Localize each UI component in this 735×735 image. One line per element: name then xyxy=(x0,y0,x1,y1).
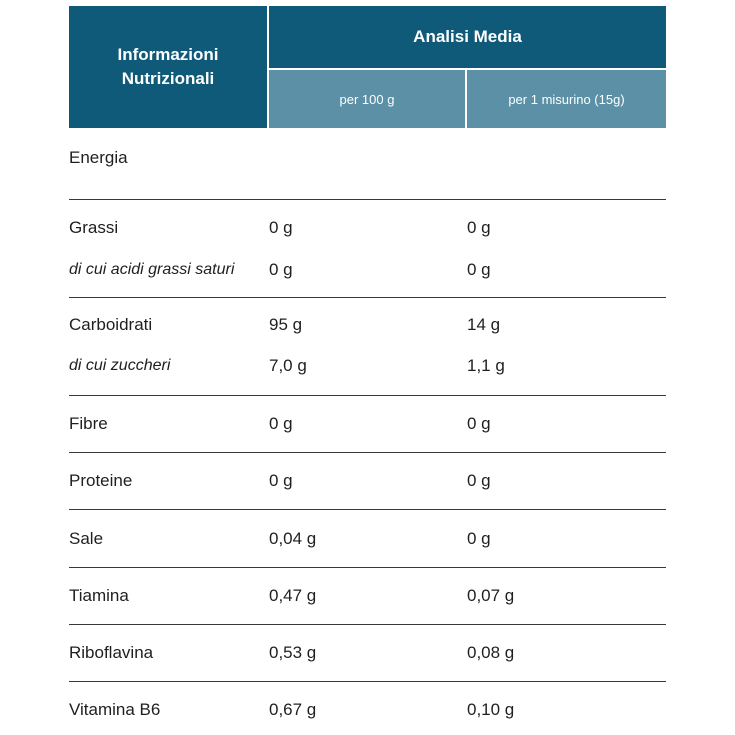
row-value-per-100g: 0,67 g xyxy=(269,700,317,719)
group-tiamina xyxy=(69,568,666,625)
table-row xyxy=(69,641,666,665)
row-value-per-scoop: 0 g xyxy=(467,529,491,548)
row-value-per-scoop: 0,08 g xyxy=(467,643,515,662)
row-value-per-scoop: 14 g xyxy=(467,315,501,334)
row-label: Riboflavina xyxy=(69,643,154,662)
group-vitamina-b6 xyxy=(69,682,666,732)
row-value-per-scoop: 0,10 g xyxy=(467,700,515,719)
row-value-per-100g: 0,47 g xyxy=(269,586,317,605)
group-sale xyxy=(69,510,666,568)
row-label: Grassi xyxy=(69,218,119,237)
table-row xyxy=(69,146,666,170)
row-value-per-100g: 0,53 g xyxy=(269,643,317,662)
table-row xyxy=(69,584,666,608)
row-value-per-scoop: 1,1 g xyxy=(467,356,505,375)
header-title-line2: Nutrizionali xyxy=(121,69,215,88)
row-value-per-100g: 95 g xyxy=(269,315,303,334)
header-per-100g: per 100 g xyxy=(269,70,465,128)
row-value-per-scoop: 0 g xyxy=(467,218,491,237)
row-value-per-100g: 0 g xyxy=(269,260,293,279)
row-value-per-100g: 0,04 g xyxy=(269,529,317,548)
row-value-per-scoop: 0,07 g xyxy=(467,586,515,605)
row-label: Fibre xyxy=(69,414,108,433)
table-row xyxy=(69,313,666,337)
row-value-per-100g: 0 g xyxy=(269,414,293,433)
row-label: Vitamina B6 xyxy=(69,700,161,719)
table-row xyxy=(69,354,666,378)
group-energia xyxy=(69,128,666,200)
row-value-per-100g: 0 g xyxy=(269,218,293,237)
table-row xyxy=(69,216,666,240)
row-label: di cui zuccheri xyxy=(69,357,171,374)
row-value-per-100g: 0 g xyxy=(269,471,293,490)
row-label: Tiamina xyxy=(69,586,129,605)
group-riboflavina xyxy=(69,625,666,682)
row-value-per-100g: 7,0 g xyxy=(269,356,307,375)
row-label: Sale xyxy=(69,529,104,548)
row-label: Carboidrati xyxy=(69,315,153,334)
group-proteine xyxy=(69,453,666,510)
header-title-line1: Informazioni xyxy=(117,45,219,64)
header-per-scoop: per 1 misurino (15g) xyxy=(467,70,666,128)
group-fibre xyxy=(69,396,666,453)
nutrition-table xyxy=(69,6,666,732)
row-value-per-scoop: 0 g xyxy=(467,414,491,433)
table-row xyxy=(69,527,666,551)
table-row xyxy=(69,698,666,722)
table-header xyxy=(69,6,666,128)
group-carboidrati xyxy=(69,298,666,396)
row-label: Proteine xyxy=(69,471,133,490)
header-nutrition-info xyxy=(69,6,267,128)
row-label: di cui acidi grassi saturi xyxy=(69,261,235,278)
group-grassi xyxy=(69,200,666,298)
table-row xyxy=(69,258,666,282)
header-analysis: Analisi Media xyxy=(269,6,666,68)
row-value-per-scoop: 0 g xyxy=(467,471,491,490)
table-row xyxy=(69,412,666,436)
row-value-per-scoop: 0 g xyxy=(467,260,491,279)
table-row xyxy=(69,469,666,493)
row-label: Energia xyxy=(69,148,128,167)
